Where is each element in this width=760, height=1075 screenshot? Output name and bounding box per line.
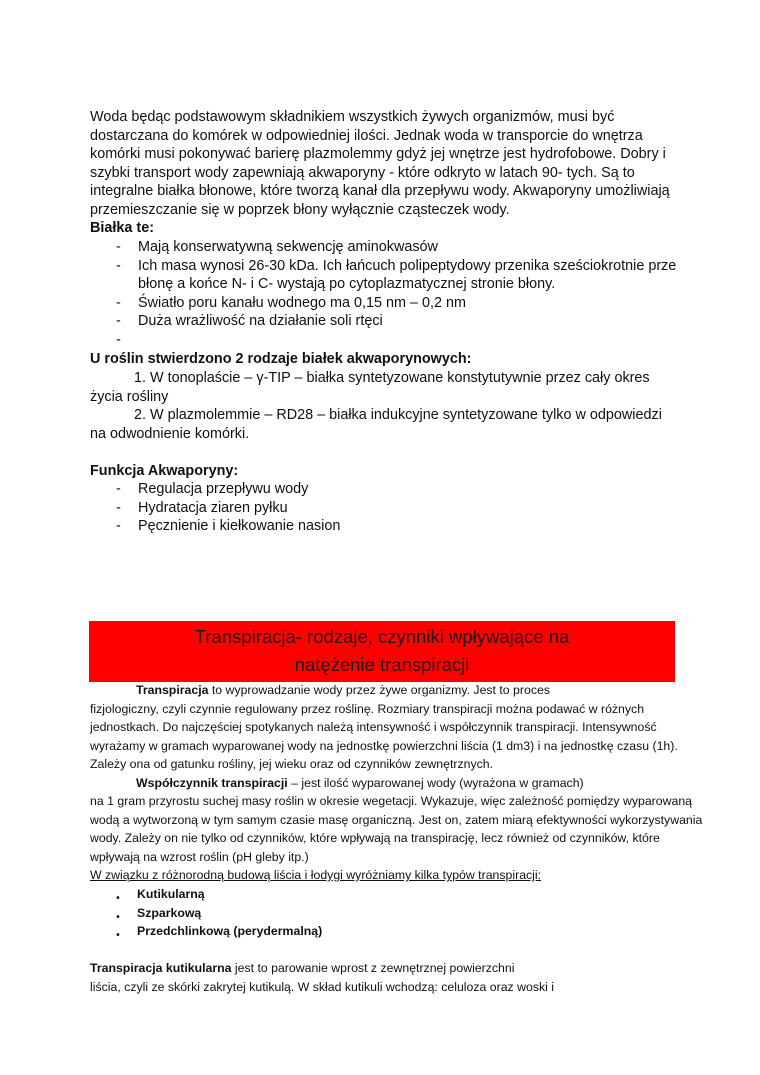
list-item-text: Mają konserwatywną sekwencję aminokwasów	[138, 239, 438, 255]
transpiration-line: na 1 gram przyrostu suchej masy roślin w okresie wegetacji. Wykazuje, więc zależność pomiędzy wyparowaną	[90, 794, 693, 808]
section-heading-banner	[89, 621, 675, 682]
dash-marker: -	[116, 294, 121, 311]
dash-marker: -	[116, 239, 121, 255]
types-item-2: 2. W plazmolemmie – RD28 – białka indukcyjne syntetyzowane tylko w odpowiedzi	[134, 407, 662, 423]
transpiration-type-item: Szparkową	[137, 906, 202, 920]
transpiration-line: jednostkach. Do najczęściej spotykanych należą intensywność i współczynnik transpiracji. Intensywność	[90, 720, 657, 734]
proteins-heading: Białka te:	[90, 220, 154, 236]
line-text: – jest ilość wyparowanej wody (wyrażona w gramach)	[287, 776, 584, 790]
list-item-text: błonę a końce N- i C- wystają po cytoplazmatycznej stronie błony.	[138, 276, 556, 293]
transpiration-line: liścia, czyli ze skórki zakrytej kutikulą. W skład kutikuli wchodzą: celuloza oraz woski i	[90, 980, 555, 994]
intro-line: szybki transport wody zapewniają akwaporyny - które odkryto w latach 90- tych. Są to	[90, 164, 635, 181]
list-item-text: Hydratacja ziaren pyłku	[138, 499, 288, 516]
transpiration-line: wpływają na wzrost roślin (pH gleby itp.)	[90, 850, 309, 864]
transpiration-line: wody. Zależy on nie tylko od czynników, które wpływają na transpirację, lecz również od czynników, które	[90, 831, 660, 845]
bullet-marker: •	[115, 912, 121, 923]
intro-line: integralne białka błonowe, które tworzą kanał dla przepływu wody. Akwaporyny umożliwiają	[90, 183, 670, 200]
line-text: jest to parowanie wprost z zewnętrznej powierzchni	[231, 961, 515, 975]
banner-title-line-1: Transpiracja- rodzaje, czynniki wpływające na	[194, 626, 570, 647]
bullet-marker: •	[115, 930, 121, 941]
transpiration-line: wodą a wytworzoną w tym samym czasie masę organiczną. Jest on, zatem miarą efektywności wykorzystywania	[90, 813, 703, 827]
transpiration-line	[90, 959, 514, 979]
types-item-2-cont: na odwodnienie komórki.	[90, 426, 250, 442]
transpiration-line: fizjologiczny, czyli czynnie regulowany przez roślinę. Rozmiary transpiracji można podawać w różnych	[90, 702, 645, 716]
bullet-marker: •	[115, 893, 121, 904]
list-item-text: Światło poru kanału wodnego ma 0,15 nm – 0,2 nm	[138, 294, 466, 311]
types-item-1: 1. W tonoplaście – γ-TIP – białka syntetyzowane konstytutywnie przez cały okres	[134, 370, 650, 386]
list-item-text: Ich masa wynosi 26-30 kDa. Ich łańcuch polipeptydowy przenika sześciokrotnie prze	[138, 257, 677, 274]
dash-marker: -	[116, 313, 121, 330]
intro-line: Woda będąc podstawowym składnikiem wszystkich żywych organizmów, musi być	[90, 109, 615, 125]
intro-line: przemieszczanie się w poprzek błony wyłącznie cząsteczek wody.	[90, 201, 510, 218]
term-transpiracja: Transpiracja	[136, 683, 209, 697]
line-text: to wyprowadzanie wody przez żywe organizmy. Jest to proces	[208, 683, 550, 697]
transpiration-type-item: Kutikularną	[137, 887, 205, 901]
function-heading: Funkcja Akwaporyny:	[90, 463, 239, 479]
types-intro-underlined: W związku z różnorodną budową liścia i łodygi wyróżniamy kilka typów transpiracji:	[90, 868, 542, 882]
types-heading: U roślin stwierdzono 2 rodzaje białek akwaporynowych:	[90, 351, 472, 367]
banner-title-line-2: natężenie transpiracji	[294, 654, 470, 675]
transpiration-line: Zależy ona od gatunku rośliny, jej wieku oraz od czynników zewnętrznych.	[90, 757, 494, 771]
transpiration-line	[136, 681, 550, 701]
dash-marker: -	[116, 481, 121, 497]
list-item-text: Duża wrażliwość na działanie soli rtęci	[138, 313, 383, 330]
intro-line: dostarczana do komórek w odpowiedniej ilości. Jednak woda w transporcie do wnętrza	[90, 127, 643, 144]
dash-marker: -	[116, 518, 121, 535]
transpiration-line: wyrażamy w gramach wyparowanej wody na jednostkę powierzchni liścia (1 dm3) i na jednostkę czasu (1h).	[90, 739, 678, 753]
transpiration-type-item: Przedchlinkową (perydermalną)	[137, 924, 323, 938]
dash-marker: -	[116, 499, 121, 516]
intro-paragraph	[90, 108, 680, 220]
term-kutikularna: Transpiracja kutikularna	[90, 961, 232, 975]
intro-line: komórki musi pokonywać barierę plazmolemmy gdyż jej wnętrze jest hydrofobowe. Dobry i	[90, 146, 666, 163]
dash-marker: -	[116, 257, 121, 274]
types-item-1-cont: życia rośliny	[90, 389, 169, 405]
list-item-text: Regulacja przepływu wody	[138, 481, 309, 497]
list-item-text: Pęcznienie i kiełkowanie nasion	[138, 518, 341, 535]
dash-marker: -	[116, 331, 121, 348]
transpiration-line	[136, 774, 584, 794]
term-wspolczynnik: Współczynnik transpiracji	[136, 776, 288, 790]
